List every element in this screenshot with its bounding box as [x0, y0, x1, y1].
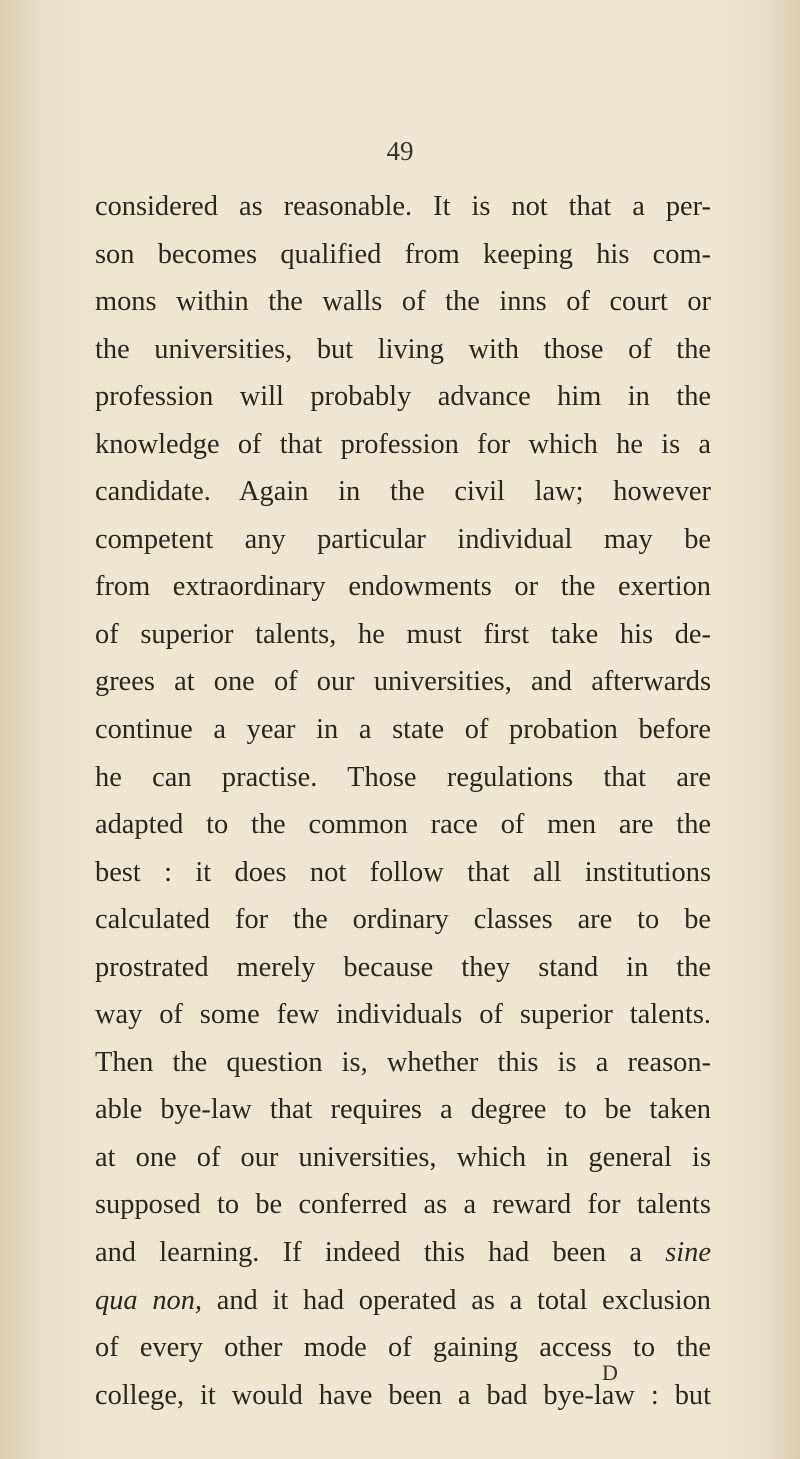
text-line: profession will probably advance him in the	[95, 381, 711, 413]
italic-phrase: sine	[665, 1237, 711, 1269]
text-line: best : it does not follow that all institutions	[95, 856, 711, 888]
text-line: the universities, but living with those of the	[95, 333, 711, 365]
text-line: prostrated merely because they stand in the	[95, 951, 711, 983]
text-line: knowledge of that profession for which he is a	[95, 428, 711, 460]
signature-mark: D	[602, 1360, 618, 1385]
text-line: college, it would have been a bad bye-law : but	[95, 1379, 711, 1411]
text-line: candidate. Again in the civil law; however	[95, 476, 711, 508]
text-line: competent any particular individual may be	[95, 523, 711, 555]
body-text	[95, 183, 711, 1419]
text-line: at one of our universities, which in general is	[95, 1141, 711, 1173]
text-segment: and learning. If indeed this had been a	[95, 1237, 642, 1269]
text-line: calculated for the ordinary classes are to be	[95, 904, 711, 936]
text-line: grees at one of our universities, and afterwards	[95, 666, 711, 698]
text-line: son becomes qualified from keeping his com-	[95, 238, 711, 270]
text-line: supposed to be conferred as a reward for talents	[95, 1189, 711, 1221]
text-line: he can practise. Those regulations that are	[95, 761, 711, 793]
italic-phrase: qua non,	[95, 1284, 203, 1316]
text-line: mons within the walls of the inns of court or	[95, 286, 711, 318]
page-number: 49	[386, 136, 414, 166]
text-line: considered as reasonable. It is not that a per-	[95, 191, 711, 222]
text-segment: and it had operated as a total exclusion	[202, 1284, 711, 1316]
text-line: way of some few individuals of superior talents.	[95, 999, 711, 1031]
text-line: of every other mode of gaining access to the	[95, 1332, 711, 1364]
text-line-with-italic	[95, 1277, 711, 1325]
text-line: of superior talents, he must first take his de-	[95, 618, 711, 650]
text-line: able bye-law that requires a degree to be taken	[95, 1094, 711, 1126]
text-line: from extraordinary endowments or the exertion	[95, 571, 711, 603]
text-line-with-italic	[95, 1229, 711, 1277]
text-line: continue a year in a state of probation before	[95, 714, 711, 746]
text-line: Then the question is, whether this is a reason-	[95, 1046, 711, 1078]
text-line: adapted to the common race of men are the	[95, 809, 711, 841]
